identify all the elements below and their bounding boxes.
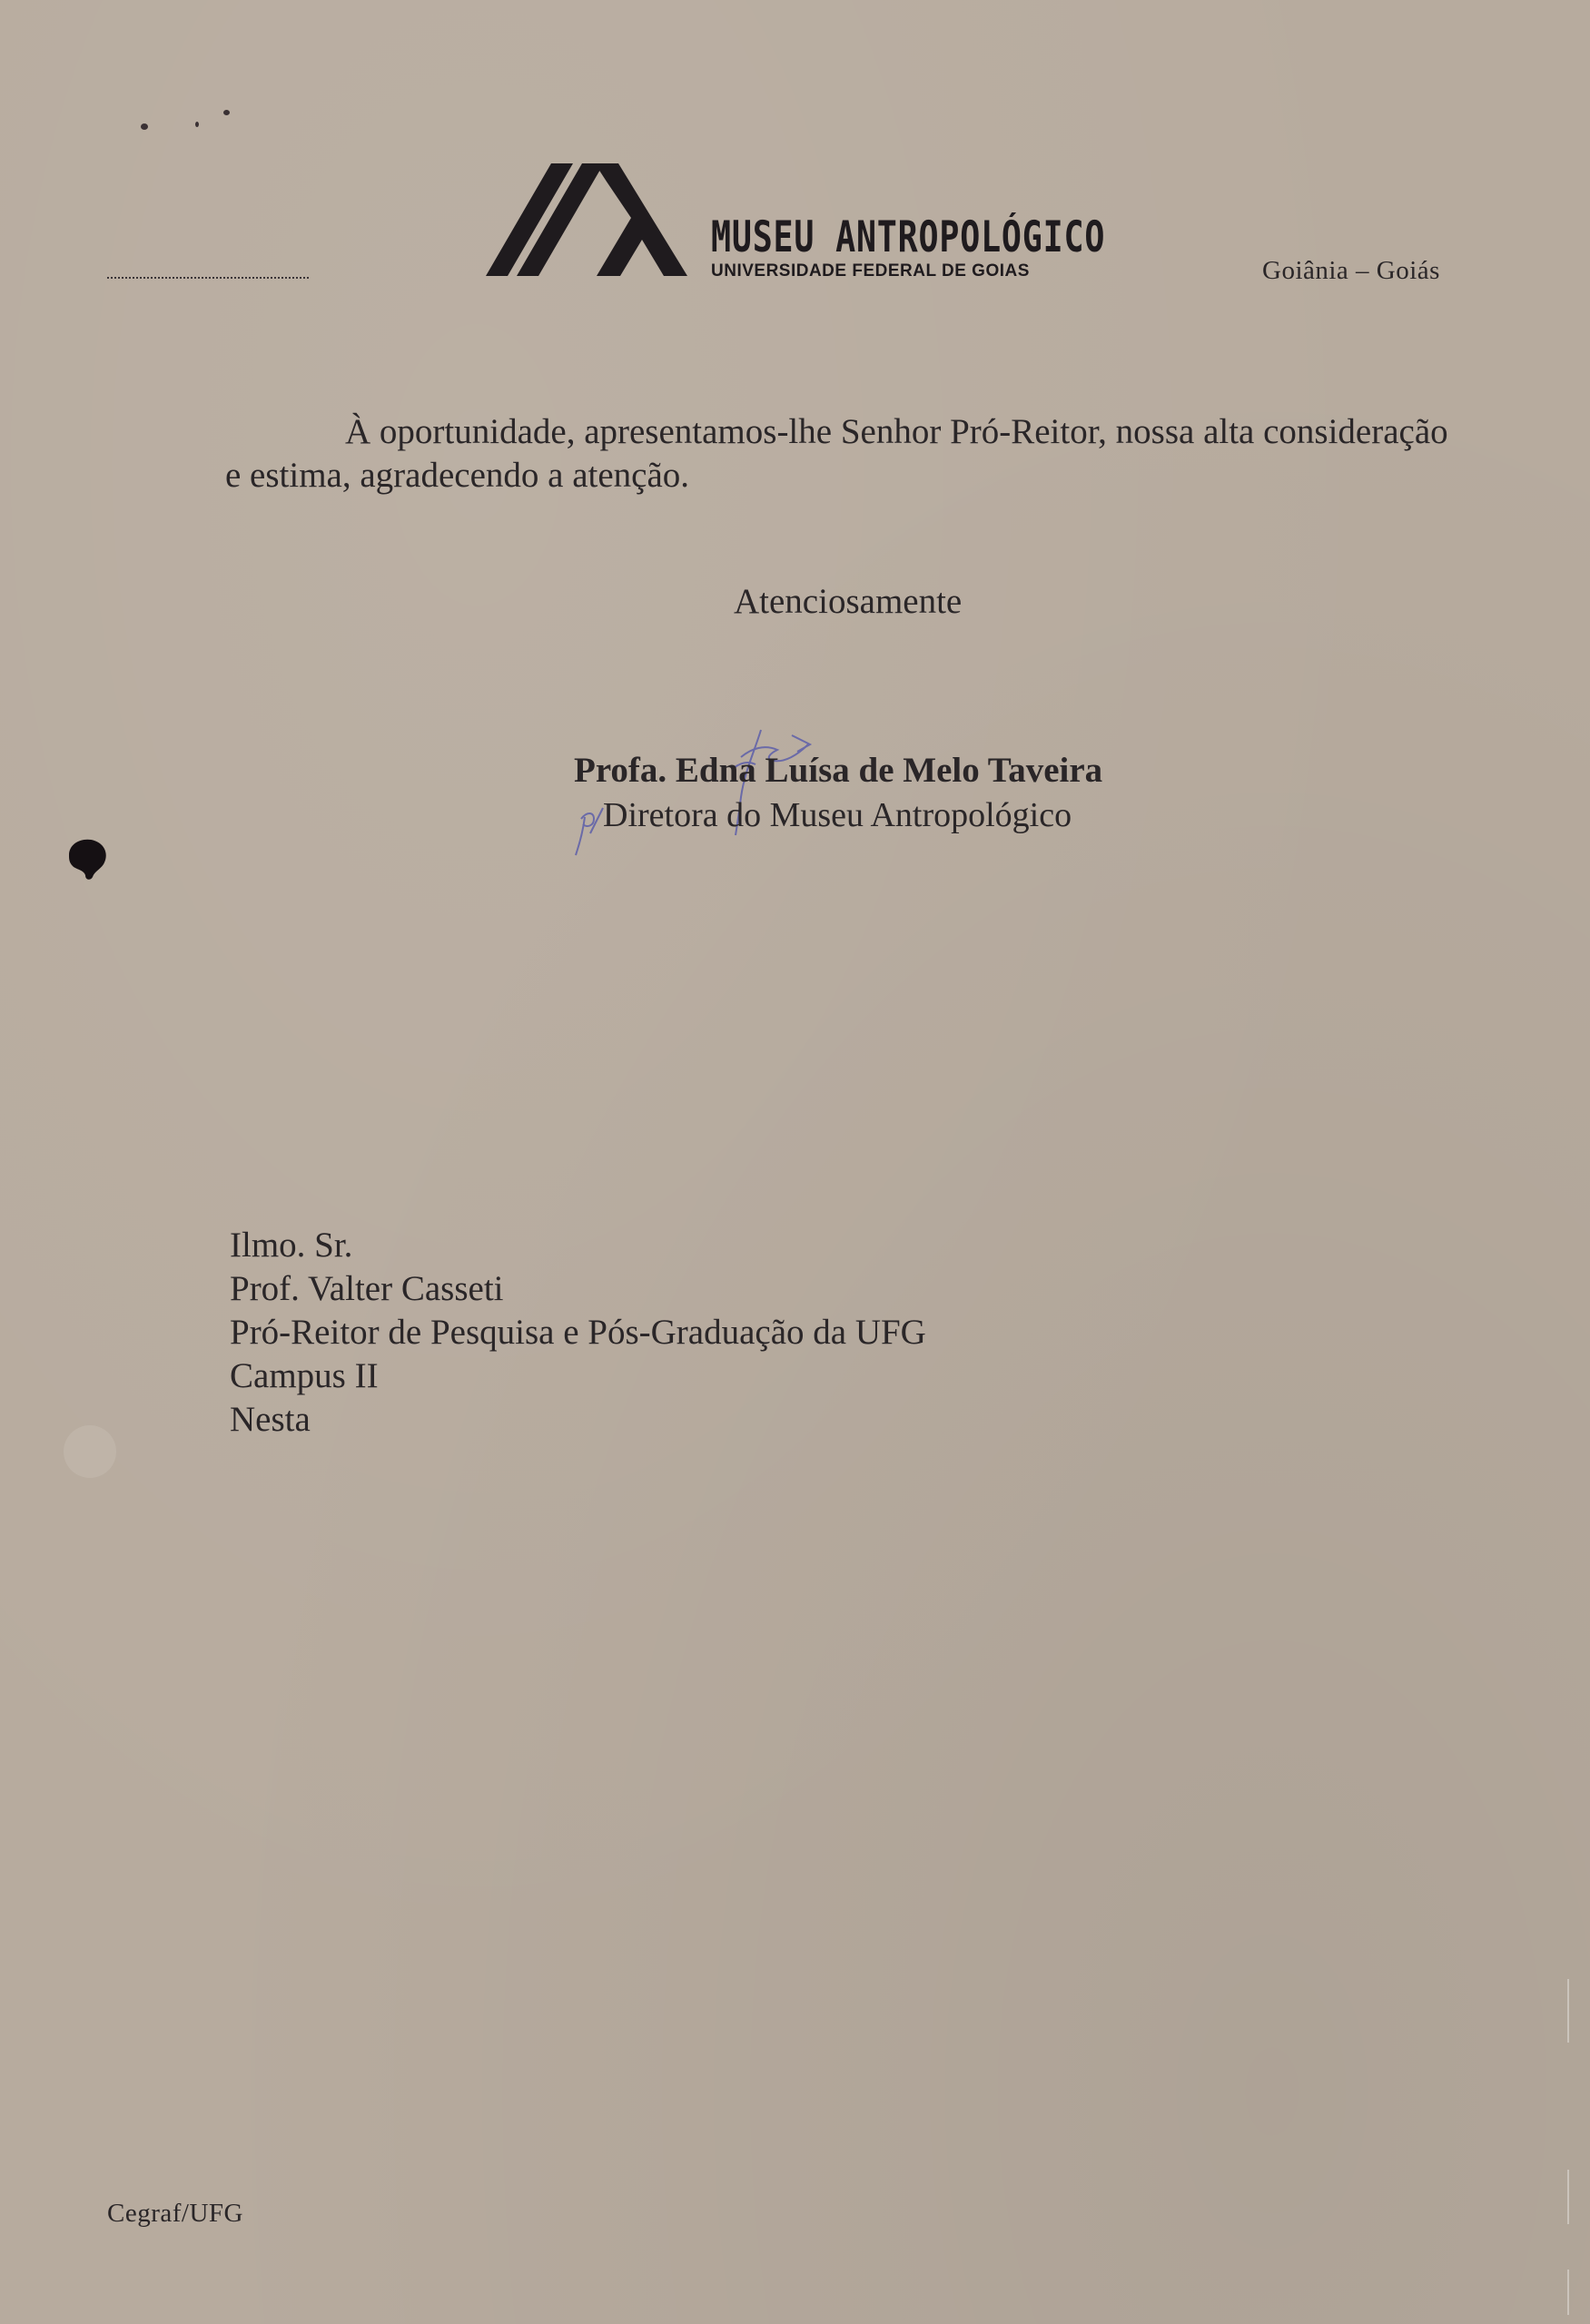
address-line: Pró-Reitor de Pesquisa e Pós-Graduação da UFG: [230, 1313, 926, 1352]
closing-paragraph: [225, 410, 1478, 497]
paper-edge: [1567, 1979, 1569, 2043]
city-location: Goiânia – Goiás: [1262, 256, 1440, 285]
museum-logo-icon: [486, 162, 687, 278]
paragraph-line: À oportunidade, apresentamos-lhe Senhor Pró-Reitor, nossa alta consideração: [345, 412, 1448, 451]
address-line: Prof. Valter Casseti: [230, 1269, 504, 1308]
closing-salutation: Atenciosamente: [734, 582, 963, 621]
address-line: Nesta: [230, 1400, 311, 1439]
ink-speck: [223, 110, 230, 115]
signatory-name: Profa. Edna Luísa de Melo Taveira: [574, 751, 1103, 790]
paper-edge: [1567, 2170, 1569, 2224]
recipient-address: [230, 1224, 926, 1442]
ink-speck: [195, 122, 199, 127]
paragraph-line: e estima, agradecendo a atenção.: [225, 456, 690, 495]
ink-blot: [64, 835, 111, 882]
printer-imprint: Cegraf/UFG: [107, 2199, 243, 2228]
museum-name: MUSEU ANTROPOLÓGICO: [711, 212, 1106, 262]
paper-hole-shadow: [64, 1425, 116, 1478]
letterhead-dotted-line: [107, 277, 309, 279]
signatory-role: Diretora do Museu Antropológico: [603, 796, 1072, 834]
address-line: Campus II: [230, 1356, 379, 1395]
university-name: UNIVERSIDADE FEDERAL DE GOIAS: [711, 261, 1030, 281]
address-line: Ilmo. Sr.: [230, 1226, 353, 1265]
paper-edge: [1567, 2270, 1569, 2315]
ink-speck: [141, 123, 148, 130]
